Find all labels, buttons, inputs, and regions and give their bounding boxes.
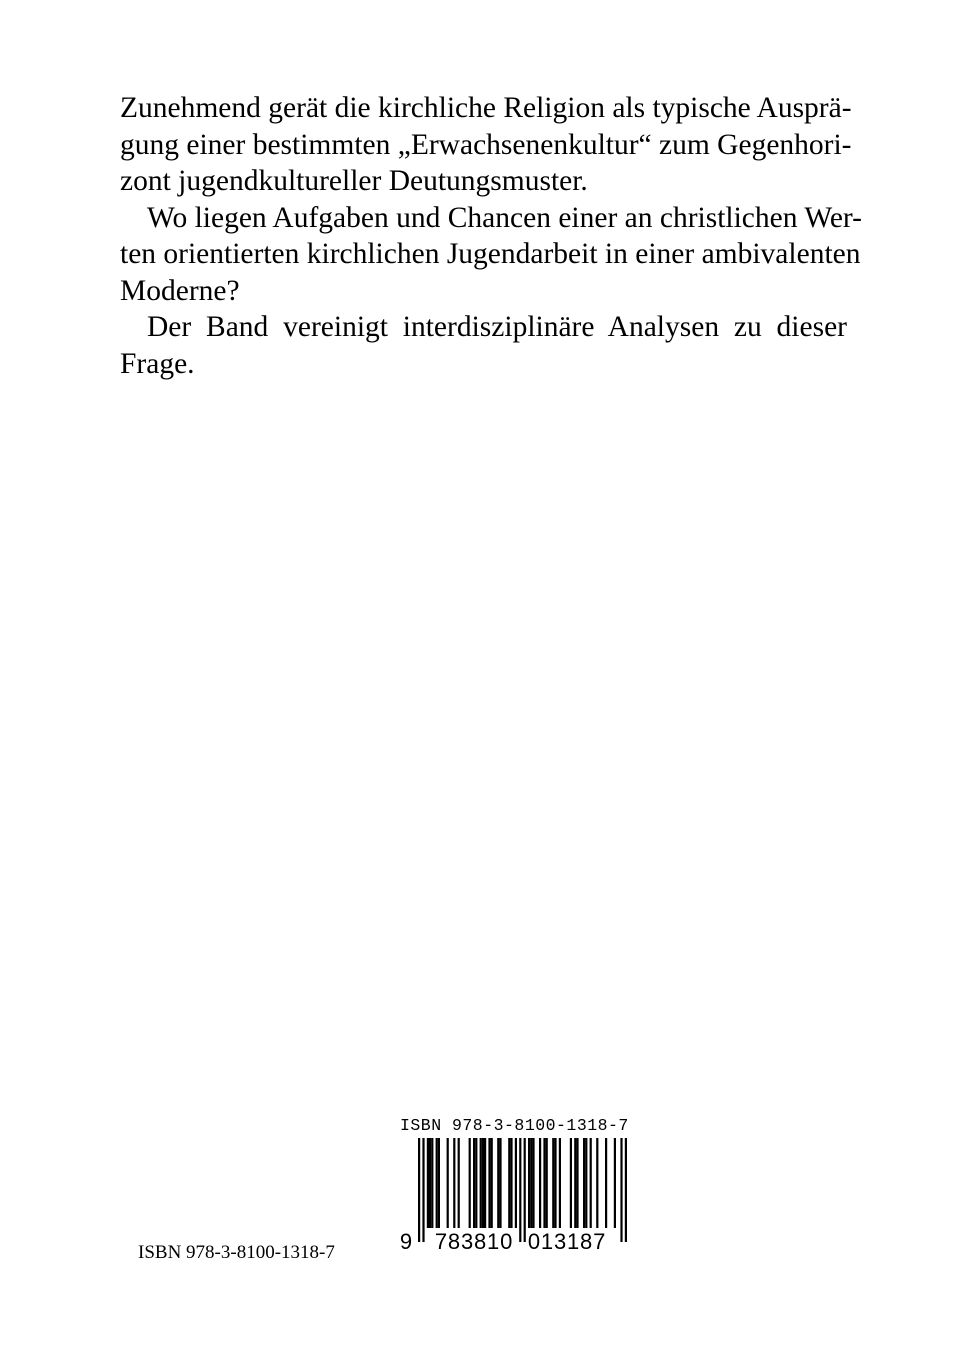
blurb-text [120, 90, 862, 382]
barcode-digits-left: 783810 [434, 1229, 514, 1254]
barcode-bar [488, 1138, 490, 1228]
barcode-bar [620, 1138, 622, 1242]
barcode-bar [458, 1138, 460, 1228]
barcode-bar [482, 1138, 484, 1228]
barcode-bar [625, 1138, 627, 1242]
barcode-bar [559, 1138, 561, 1228]
barcode-bar [570, 1138, 572, 1228]
blurb-line: gung einer bestimmten „Erwachsenenkultur“ zum Gegenhori- [120, 128, 852, 161]
barcode-bar [614, 1138, 616, 1228]
barcode-bar [475, 1138, 477, 1228]
barcode-bar [519, 1138, 521, 1242]
blurb-line: ten orientierten kirchlichen Jugendarbeit in einer ambivalenten [120, 238, 861, 270]
barcode-bar [480, 1138, 482, 1228]
barcode-graphic [396, 1138, 636, 1256]
isbn-footer: ISBN 978-3-8100-1318-7 [138, 1242, 335, 1263]
blurb-line: zont jugendkultureller Deutungsmuster. [120, 165, 588, 197]
barcode-bar [429, 1138, 431, 1228]
barcode-bar [543, 1138, 545, 1228]
barcode-bar [453, 1138, 455, 1228]
barcode-bar [528, 1138, 530, 1228]
barcode-bar [530, 1138, 532, 1228]
barcode-bar [576, 1138, 578, 1228]
barcode-bar [484, 1138, 486, 1228]
blurb-line: Frage. [120, 347, 195, 380]
blurb-line: Der Band vereinigt interdisziplinäre Analysen zu dieser [147, 311, 847, 343]
barcode-bar [497, 1138, 499, 1228]
barcode-bar [585, 1138, 587, 1228]
barcode-bar [422, 1138, 424, 1242]
barcode-bar [532, 1138, 534, 1228]
barcode-bar [431, 1138, 433, 1228]
barcode-bar [605, 1138, 607, 1228]
barcode-bar [508, 1138, 510, 1228]
barcode-digit-first: 9 [399, 1229, 413, 1254]
barcode-bar [427, 1138, 429, 1228]
barcode-bar [574, 1138, 576, 1228]
blurb-line: Zunehmend gerät die kirchliche Religion als typische Ausprä- [120, 92, 852, 124]
barcode-bar [499, 1138, 501, 1228]
barcode-bar [418, 1138, 420, 1242]
barcode-bar [524, 1138, 526, 1242]
barcode-bar [491, 1138, 493, 1228]
barcode-bar [510, 1138, 512, 1228]
barcode-bar [473, 1138, 475, 1228]
barcode-bar [438, 1138, 440, 1228]
blurb-line: Moderne? [120, 274, 240, 307]
barcode-isbn-label: ISBN 978-3-8100-1318-7 [400, 1116, 629, 1135]
barcode-bar [539, 1138, 541, 1228]
isbn-barcode [396, 1116, 656, 1256]
barcode-bar [590, 1138, 592, 1228]
barcode-bar [436, 1138, 438, 1228]
barcode-bar [583, 1138, 585, 1228]
barcode-bar [447, 1138, 449, 1228]
barcode-bar [596, 1138, 598, 1228]
barcode-bar [469, 1138, 471, 1228]
barcode-bar [515, 1138, 517, 1228]
barcode-bar [552, 1138, 554, 1228]
barcode-bar [554, 1138, 556, 1228]
blurb-line: Wo liegen Aufgaben und Chancen einer an christlichen Wer- [147, 201, 862, 234]
barcode-digits-right: 013187 [527, 1229, 607, 1254]
barcode-bar [546, 1138, 548, 1228]
